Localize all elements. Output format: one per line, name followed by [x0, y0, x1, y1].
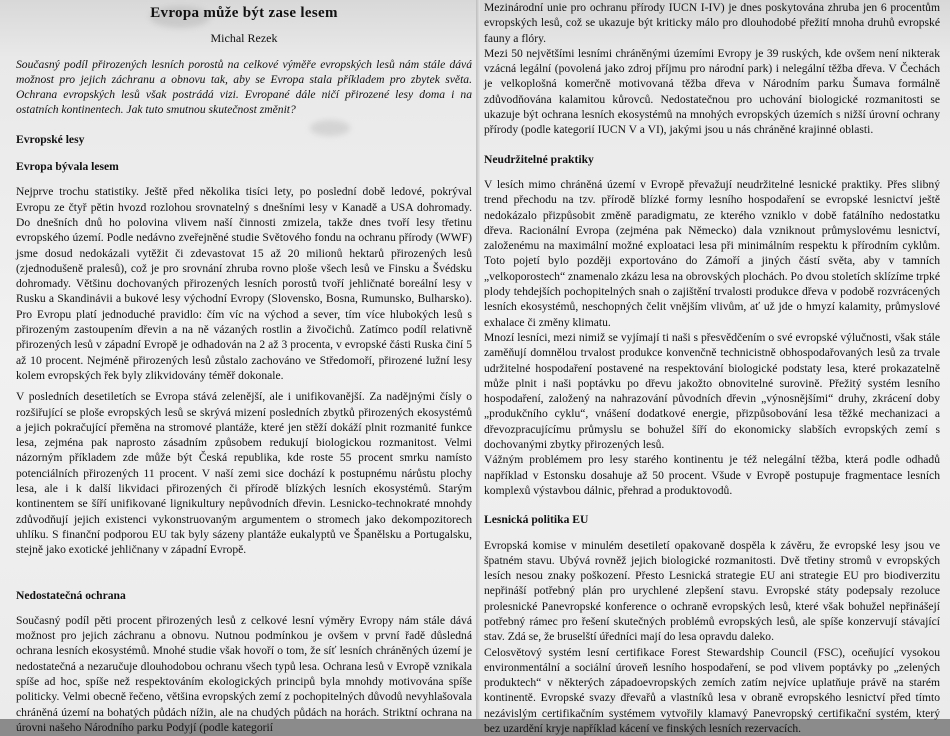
paragraph-9: Evropská komise v minulém desetiletí opakovaně dospěla k závěru, že evropské lesy jsou ve špatném stavu. Ubývá rovněž jejich biologické rozmanitosti. Dvě třetiny stromů v evropských lesích nesou znaky poškození. Přesto Lesnická strategie EU ani strategie EU pro biodiverzitu nepřináší potřebný plán pro urychlené zlepšení stavu. Evropské státy podepsaly rezoluce prolesnické Panevropské konference o ochraně evropských lesů, které však bohužel nepřinášejí potřebný rámec pro řešení skutečných problémů evropských lesů, ale spíše konzervují stávající stav. Zdá se, že bruselští úředníci mají do lesa opravdu daleko.: [484, 538, 940, 644]
spacer: [16, 564, 472, 576]
paragraph-1: Nejprve trochu statistiky. Ještě před několika tisíci lety, po poslední době ledové, pokrýval Evropu ze čtyř pětin hvozd rozlohou srovnatelný s dnešními lesy v Kanadě a USA dohromady. Do dnešních dnů ho polovina vlivem naší činnosti zmizela, takže dnes tvoří lesy třetinu evropského území. Podle nedávno zveřejněné studie Světového fondu na ochranu přírody (WWF) jsme dosud nedokázali vytěžit či zdevastovat 15 až 20 milionů hektarů přirozených lesů (zjednodušeně pralesů), což je pro srovnání zhruba rovno ploše všech lesů ve Finsku a Švédsku dohromady. Většinu dochovaných přirozených lesních porostů tvoří jehličnaté boreální lesy v Rusku a Skandinávii a bukové lesy východní Evropy (Slovensko, Bosna, Rumunsko, Bulharsko). Pro Evropu platí jednoduché pravidlo: čím víc na východ a sever, tím více hlubokých lesů s přirozeným zastoupením dřevin a na ně vázaných rostlin a živočichů. Zatímco podíl relativně přirozených lesů v západní Evropě je odhadován na 2 až 3 procenta, v evropské části Ruska činí 5 až 10 procent. Nejméně přirozených lesů zůstalo zachováno ve Středomoří, přirozené lužní lesy kolem evropských řek byly zlikvidovány téměř dokonale.: [16, 185, 472, 382]
paragraph-6: V lesích mimo chráněná území v Evropě převažují neudržitelné lesnické praktiky. Přes slibný trend přechodu na tzv. přírodě blízké formy lesního hospodaření se evropské lesnictví ještě nedokázalo přizpůsobit změně paradigmatu, ze kterého vzniklo v době fatálního nedostatku dřeva. Racionální Evropa (zejména pak Německo) dala vzniknout průmyslovému lesnictví, založenému na maximální možné exploataci lesa při minimálním respektu k přírodním cyklům. Toto pojetí bylo později exportováno do Zámoří a jiných částí světa, aby v tamních „velkoporostech“ znamenalo zkázu lesa na obrovských plochách. Po dvou stoletích sklízíme trpké plody tehdejších pochopitelných snah o zajištění trvalosti produkce dřeva v podobě rozvrácených lesních ekosystémů, neschopných čelit vnějším vlivům, ať už jde o hmyzí kalamity, průmyslové exhalace či změny klimatu.: [484, 177, 940, 329]
article-title: Evropa může být zase lesem: [150, 5, 338, 21]
article-author: Michal Rezek: [210, 31, 278, 46]
paragraph-7: Mnozí lesníci, mezi nimiž se vyjímají ti naši s přesvědčením o své evropské výlučnosti, však stále zaměňují domnělou trvalost produkce konvenčně technicistně obhospodařovaných lesů za trvale udržitelné hospodaření postavené na respektování biologické podstaty lesa, které prokazatelně může plnit i naši poptávku po dřevu jakožto obnovitelné surovině. Přežitý systém lesního hospodaření, založený na nahrazování původních dřevin „výnosnějšími“ druhy, zkrácení doby „produkčního cyklu“, vnášení dodatkové energie, přizpůsobování lesa těžké mechanizaci a dřevozpracujícímu průmyslu se bohužel šíří do ekonomicky slabších evropských zemí s dochovanými zbytky přirozených lesů.: [484, 330, 940, 452]
section-heading-evropske-lesy: Evropské lesy: [16, 132, 85, 146]
paragraph-2: V posledních desetiletích se Evropa stává zelenější, ale i unifikovanější. Za nadějnými čísly o rozšiřující se ploše evropských lesů se skrývá mizení posledních zbytků přirozených ekosystémů a jejich pokračující přeměna na stromové plantáže, které jen stěží dokáží plnit rozmanité funkce lesa, zejména pak naprosto zásadním způsobem redukují biologickou rozmanitost. Velmi názorným příkladem zde může být Česká republika, kde roste 55 procent smrku namísto potenciálních přirozených 11 procent. V naší zemi sice dochází k postupnému nárůstu plochy lesa, ale i k další likvidaci přirozených či přírodě blízkých lesních ekosystémů. Starým kontinentem se šíří unifikované lignikultury nepůvodních dřevin. Lesnicko-technokraté mnohdy zdůvodňují jejich existenci vykonstruovaným argumentem o stromech jako dekompozitorech uhlíku. S finanční podporou EU tak byly sázeny plantáže eukalyptů ve Španělsku a Portugalsku, stejně jako exotické jehličnany v západní Evropě.: [16, 390, 472, 557]
paragraph-4: Mezinárodní unie pro ochranu přírody IUCN I-IV) je dnes poskytována zhruba jen 6 procentům evropských lesů, což se ukazuje být kriticky málo pro dlouhodobé přežití mnoha druhů evropské fauny a flóry.: [484, 1, 940, 45]
paragraph-10: Celosvětový systém lesní certifikace Forest Stewardship Council (FSC), oceňující vysokou environmentální a sociální úroveň lesního hospodaření, se pod vlivem poptávky po „zelených produktech“ v některých západoevropských zemích zatím nejvíce uplatňuje právě na starém kontinentě. Evropské svazy dřevařů a vlastníků lesa v obraně evropského lesnictví před tímto nezávislým certifikačním systémem vytvořily klamavý Panevropský certifikační systém, který bez uzardění kryje například kácení ve finských lesních rezervacích.: [484, 645, 940, 736]
subheading-evropa-byvala-lesem: Evropa bývala lesem: [16, 160, 119, 174]
paragraph-5: Mezi 50 největšími lesními chráněnými územími Evropy je 39 ruských, kde ovšem není nikterak vzácná legální (povolená jako zdroj příjmu pro národní park) i nelegální těžba dřeva. V Čechách je velkoplošná komerčně motivovaná těžba dřeva v Národním parku Šumava formálně zdůvodňována kalamitou kůrovců. Nedostatečnou pro uchování biologické rozmanitosti se ukazuje být ochrana lesních ekosystémů na mnohých evropských územích s nižší úrovní ochrany přírody (podle kategorií IUCN V a VI), jakými jsou u nás chráněné krajinné oblasti.: [484, 46, 940, 137]
paragraph-3: Současný podíl pěti procent přirozených lesů z celkové lesní výměry Evropy nám stále dává možnost pro jejich záchranu a obnovu. Nutnou podmínkou je ovšem v první řadě důsledná ochrana lesních ekosystémů. Mnohé studie však hovoří o tom, že síť lesních chráněných území je nedostatečná a nezaručuje dlouhodobou ochranu všech typů lesa. Ochrana lesů v Evropě vznikala spíše ad hoc, spíše než respektováním ekologických principů byla mnohdy motivována spíše politicky. Velmi obecně řečeno, většina evropských zemí z pochopitelných důvodů nevyhlašovala chráněná území na bohatých půdách nížin, ale na chudých půdách na horách. Striktní ochrana na úrovni našeho Národního parku Podyjí (podle kategorií: [16, 613, 472, 734]
left-column: [16, 0, 472, 734]
article-lead: Současný podíl přirozených lesních porostů na celkové výměře evropských lesů nám stále dává možnost pro jejich záchranu a obnovu tak, aby se Evropa stala příkladem pro zbytek světa. Ochrana evropských lesů však postrádá vizi. Evropané dále ničí přirozené lesy doma i na ostatních kontinentech. Jak tuto smutnou skutečnost změnit?: [16, 57, 472, 117]
right-column: [484, 0, 940, 736]
page-gutter: [476, 0, 480, 719]
section-heading-nedostatecna-ochrana: Nedostatečná ochrana: [16, 588, 126, 602]
section-heading-lesnicka-politika-eu: Lesnická politika EU: [484, 513, 589, 527]
section-heading-neudrzitelne-praktiky: Neudržitelné praktiky: [484, 152, 594, 166]
paragraph-8: Vážným problémem pro lesy starého kontinentu je též nelegální těžba, která podle odhadů například v Estonsku dosahuje až 50 procent. Všude v Evropě postupuje fragmentace lesních komplexů výstavbou dálnic, přehrad a produktovodů.: [484, 453, 940, 497]
